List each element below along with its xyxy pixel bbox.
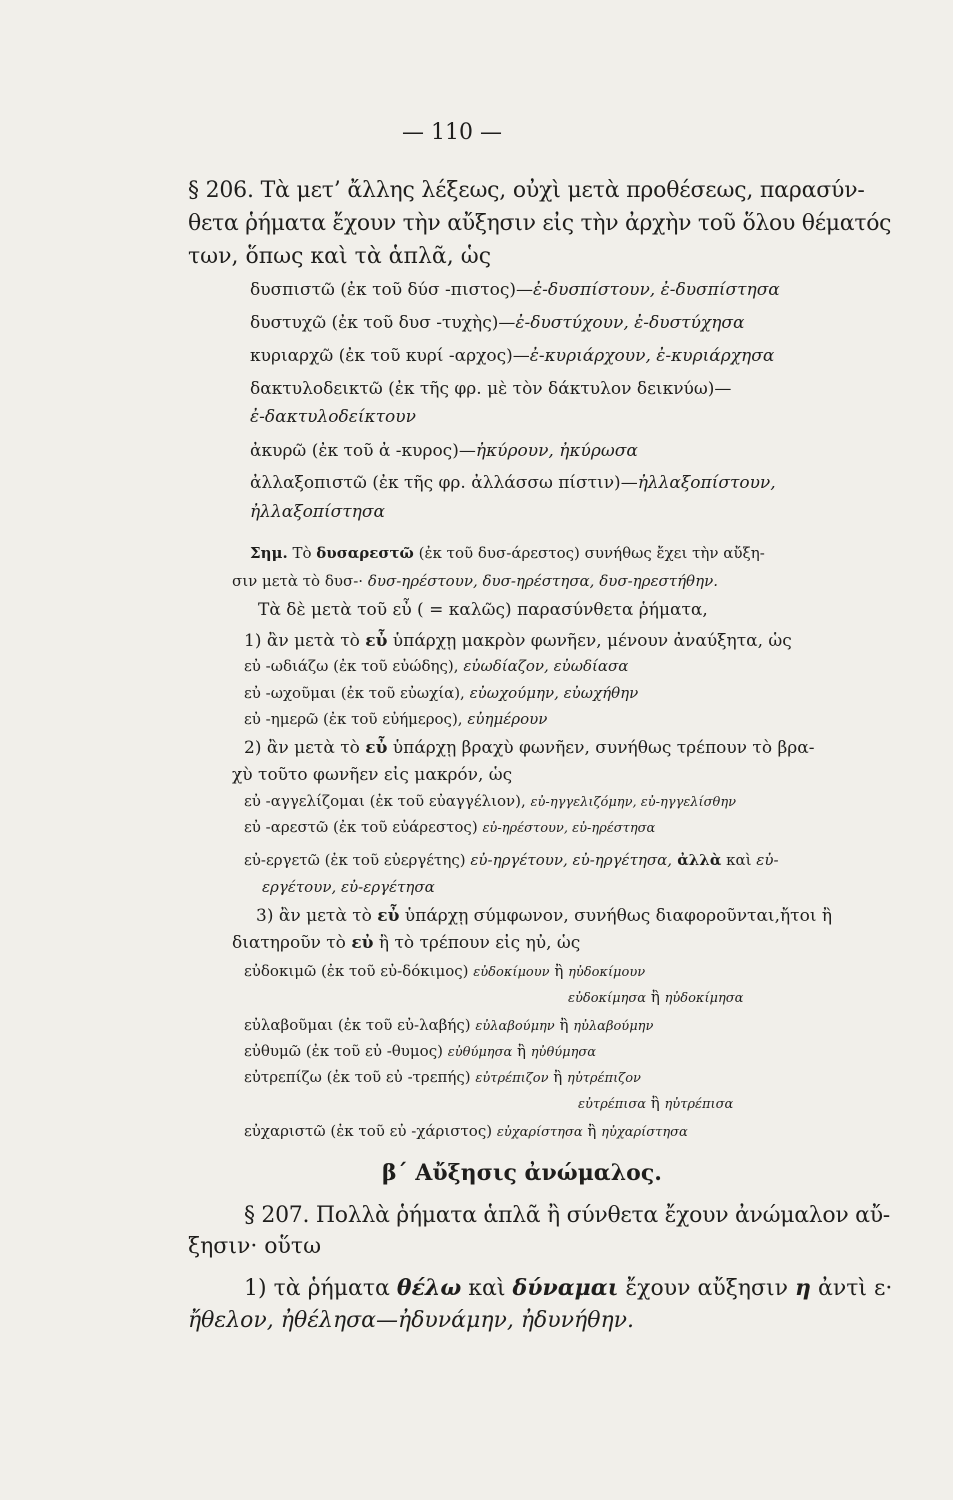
example-verb: εὐ -αρεστῶ (ἐκ τοῦ εὐάρεστος): [244, 818, 483, 836]
rule-text: ἀντὶ ε·: [811, 1276, 893, 1301]
example-forms: ἠκύρουν, ἠκύρωσα: [475, 441, 638, 461]
example-forms: εὐτρέπιζον: [475, 1071, 549, 1086]
rule-text: 1) ἂν μετὰ τὸ: [244, 631, 366, 651]
example-verb: κυριαρχῶ (ἐκ τοῦ κυρί -αρχος)—: [250, 346, 530, 366]
example-verb: εὐ -ημερῶ (ἐκ τοῦ εὐήμερος),: [244, 710, 468, 728]
sec207-line4: ἤθελον, ἠθέλησα—ἠδυνάμην, ἠδυνήθην.: [188, 1308, 635, 1333]
rule-text: διατηροῦν τὸ: [232, 933, 352, 953]
note-text: Τὸ: [287, 544, 317, 562]
example-forms: ηὐδοκίμησα: [664, 991, 744, 1006]
example-forms: εὐ-ηρέστουν, εὐ-ηρέστησα: [482, 821, 656, 836]
example-verb: εὐτρεπίζω (ἐκ τοῦ εὐ -τρεπής): [244, 1068, 476, 1086]
example-forms: εὐδοκίμησα: [568, 991, 647, 1006]
example-forms: εὐωδίαζον, εὐωδίασα: [463, 657, 629, 675]
sec207-line1: § 207. Πολλὰ ῥήματα ἁπλᾶ ἢ σύνθετα ἔχουν ἀνώμαλον αὔ-: [244, 1203, 890, 1228]
verb-thelo: θέλω: [396, 1275, 462, 1301]
example-verb: εὐ -ωχοῦμαι (ἐκ τοῦ εὐωχία),: [244, 684, 470, 702]
example-verb: εὐ -ωδιάζω (ἐκ τοῦ εὐώδης),: [244, 657, 464, 675]
rule-text: ἢ τὸ τρέπουν εἰς ηὐ, ὡς: [373, 933, 581, 953]
sec207-line2: ξησιν· οὕτω: [188, 1234, 322, 1259]
sec206-line2: θετα ῥήματα ἔχουν τὴν αὔξησιν εἰς τὴν ἀρχὴν τοῦ ὅλου θέματός: [188, 211, 892, 236]
example-forms: εὐδοκίμουν: [473, 965, 550, 980]
example-text: ἢ: [549, 962, 569, 980]
rule-eu: εὐ: [351, 933, 374, 953]
example-line: [244, 820, 655, 835]
note-label: Σημ.: [250, 544, 288, 562]
example-verb: ἀκυρῶ (ἐκ τοῦ ἀ -κυρος)—: [250, 441, 476, 461]
example-text: ἢ: [646, 988, 665, 1006]
example-forms: ηὐτρέπιζον: [567, 1071, 641, 1086]
note-verb: δυσαρεστῶ: [316, 544, 414, 562]
example-line: [244, 686, 638, 701]
example-verb: εὐδοκιμῶ (ἐκ τοῦ εὐ-δόκιμος): [244, 962, 474, 980]
page-number: — 110 —: [402, 120, 502, 145]
rule-eu: εὖ: [365, 738, 388, 758]
note-text: σιν μετὰ τὸ δυσ-·: [232, 572, 368, 590]
example-line: [244, 794, 736, 809]
example-line: [250, 443, 638, 460]
example-text: ἢ: [548, 1068, 568, 1086]
eu-intro: Τὰ δὲ μετὰ τοῦ εὖ ( = καλῶς) παρασύνθετα ῥήματα,: [258, 600, 708, 620]
section-heading: β΄ Αὔξησις ἀνώμαλος.: [382, 1160, 662, 1186]
rule-text: ὑπάρχῃ βραχὺ φωνῆεν, συνήθως τρέπουν τὸ βρα-: [387, 738, 815, 758]
example-verb: εὐθυμῶ (ἐκ τοῦ εὐ -θυμος): [244, 1042, 448, 1060]
example-line: [244, 659, 628, 674]
example-forms: εὐωχούμην, εὐωχήθην: [469, 684, 639, 702]
example-line: [262, 880, 435, 895]
example-line: [244, 1044, 596, 1059]
example-forms: εὐ-ηργέτουν, εὐ-ηργέτησα,: [470, 851, 673, 869]
example-line: [250, 409, 416, 426]
example-line: [250, 381, 731, 398]
example-forms: ηὐλαβούμην: [573, 1019, 654, 1034]
example-text: καὶ: [721, 851, 757, 869]
example-forms: ηὐτρέπισα: [664, 1097, 734, 1112]
example-line: [244, 1018, 653, 1033]
example-line: [578, 1096, 733, 1111]
example-line: [250, 282, 780, 299]
verb-dynamai: δύναμαι: [512, 1275, 619, 1301]
sec206-line1: § 206. Τὰ μετ’ ἄλλης λέξεως, οὐχὶ μετὰ προθέσεως, παρασύν-: [188, 178, 865, 203]
example-forms: ἐ-δακτυλοδείκτουν: [250, 407, 416, 427]
example-forms: εὐλαβούμην: [475, 1019, 555, 1034]
example-line: [250, 315, 745, 332]
example-text: ἢ: [645, 1094, 665, 1112]
example-line: [244, 964, 645, 979]
example-forms: εὐχαρίστησα: [496, 1125, 583, 1140]
example-forms: ηὐθύμησα: [530, 1045, 597, 1060]
rule-text: καὶ: [461, 1276, 513, 1301]
example-forms: ἐ-κυριάρχουν, ἐ-κυριάρχησα: [529, 346, 775, 366]
example-forms: εὐ-ηγγελιζόμην, εὐ-ηγγελίσθην: [530, 795, 737, 810]
example-line: [568, 990, 743, 1005]
example-line: [250, 475, 776, 492]
example-line: [250, 348, 774, 365]
rule-eu: εὖ: [377, 906, 400, 926]
example-line: [244, 853, 779, 868]
note-text: (ἐκ τοῦ δυσ-άρεστος) συνήθως ἔχει τὴν αὔξη-: [413, 544, 765, 562]
example-forms: ἠλλαξοπίστουν,: [637, 473, 776, 493]
rule-text: 2) ἂν μετὰ τὸ: [244, 738, 366, 758]
eu-rule3: [256, 908, 832, 925]
example-line: [244, 1070, 641, 1085]
rule-text: ὑπάρχῃ σύμφωνον, συνήθως διαφοροῦνται,ἤτοι ἢ: [399, 906, 833, 926]
example-forms: εὐημέρουν: [467, 710, 548, 728]
note-line2: [232, 574, 718, 589]
example-forms: εὐθύμησα: [447, 1045, 513, 1060]
eu-rule2-cont: χὺ τοῦτο φωνῆεν εἰς μακρόν, ὡς: [232, 765, 513, 785]
example-text: ἢ: [512, 1042, 531, 1060]
example-line: [250, 504, 385, 521]
example-forms: εργέτουν, εὐ-εργέτησα: [262, 878, 435, 896]
alla-word: ἀλλὰ: [672, 851, 722, 869]
sec206-line3: των, ὅπως καὶ τὰ ἁπλᾶ, ὡς: [188, 244, 492, 269]
example-line: [244, 712, 547, 727]
example-forms: ηὐδοκίμουν: [568, 965, 646, 980]
example-forms: ἠλλαξοπίστησα: [250, 502, 385, 522]
example-verb: δακτυλοδεικτῶ (ἐκ τῆς φρ. μὲ τὸν δάκτυλον δεικνύω)—: [250, 379, 732, 399]
rule-text: 1) τὰ ῥήματα: [244, 1276, 397, 1301]
example-forms: εὐτρέπισα: [578, 1097, 646, 1112]
example-verb: ἀλλαξοπιστῶ (ἐκ τῆς φρ. ἀλλάσσω πίστιν)—: [250, 473, 638, 493]
note-line1: [250, 546, 765, 561]
example-forms: εὐ-: [756, 851, 779, 869]
example-verb: δυσπιστῶ (ἐκ τοῦ δύσ -πιστος)—: [250, 280, 534, 300]
eu-rule2: [244, 740, 815, 757]
example-verb: εὐ-εργετῶ (ἐκ τοῦ εὐεργέτης): [244, 851, 471, 869]
example-text: ἢ: [554, 1016, 574, 1034]
example-forms: ἐ-δυσπίστουν, ἐ-δυσπίστησα: [533, 280, 780, 300]
example-forms: ηὐχαρίστησα: [601, 1125, 688, 1140]
example-line: [244, 1124, 688, 1139]
rule-eu: εὖ: [365, 631, 388, 651]
rule-text: ἔχουν αὔξησιν: [618, 1276, 795, 1301]
example-text: ἢ: [582, 1122, 602, 1140]
augment-eta: η: [795, 1275, 811, 1301]
example-verb: εὐλαβοῦμαι (ἐκ τοῦ εὐ-λαβής): [244, 1016, 476, 1034]
example-verb: εὐχαριστῶ (ἐκ τοῦ εὐ -χάριστος): [244, 1122, 497, 1140]
rule-text: 3) ἂν μετὰ τὸ: [256, 906, 378, 926]
eu-rule3-cont: [232, 935, 580, 952]
rule-text: ὑπάρχῃ μακρὸν φωνῆεν, μένουν ἀναύξητα, ὡς: [387, 631, 792, 651]
example-verb: δυστυχῶ (ἐκ τοῦ δυσ -τυχὴς)—: [250, 313, 516, 333]
sec207-line3: [244, 1277, 892, 1300]
example-verb: εὐ -αγγελίζομαι (ἐκ τοῦ εὐαγγέλιον),: [244, 792, 531, 810]
eu-rule1: [244, 633, 792, 650]
example-forms: ἐ-δυστύχουν, ἐ-δυστύχησα: [515, 313, 745, 333]
note-forms: δυσ-ηρέστουν, δυσ-ηρέστησα, δυσ-ηρεστήθην.: [367, 572, 718, 590]
